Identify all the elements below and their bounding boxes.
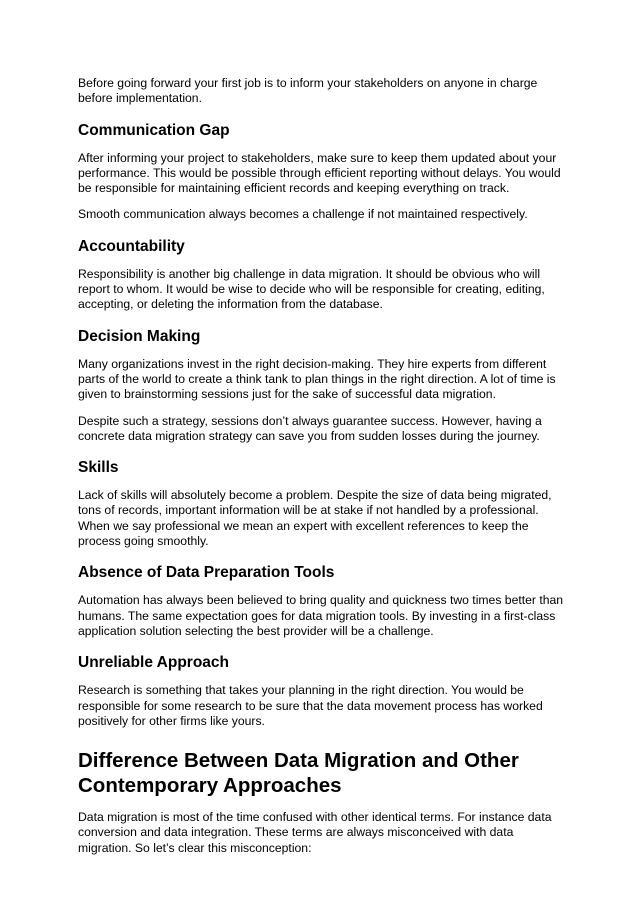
heading-communication-gap: Communication Gap xyxy=(78,121,230,139)
heading-skills: Skills xyxy=(78,459,119,477)
heading-accountability: Accountability xyxy=(78,237,185,255)
skills-paragraph: Lack of skills will absolutely become a problem. Despite the size of data being migrated, tons of records, important information will be at stake if not handled by a professional. When we say professional we mean an expert with excellent references to keep the process going smoothly. xyxy=(78,488,552,549)
intro-paragraph: Before going forward your first job is to inform your stakeholders on anyone in charge before implementation. xyxy=(78,76,538,106)
heading-difference: Difference Between Data Migration and Other Contemporary Approaches xyxy=(78,749,519,798)
heading-unreliable-approach: Unreliable Approach xyxy=(78,654,230,672)
accountability-paragraph: Responsibility is another big challenge in data migration. It should be obvious who will report to whom. It would be wise to decide who will be responsible for creating, editing, accepting, or deleting the information from the database. xyxy=(78,266,545,312)
unreliable-paragraph: Research is something that takes your planning in the right direction. You would be responsible for some research to be sure that the data movement process has worked positively for other firms like yours. xyxy=(78,683,543,728)
heading-decision-making: Decision Making xyxy=(78,327,201,345)
difference-paragraph: Data migration is most of the time confused with other identical terms. For instance data conversion and data integration. These terms are always misconceived with data migration. So let’s clear this misconception: xyxy=(78,810,552,855)
heading-data-preparation-tools: Absence of Data Preparation Tools xyxy=(78,564,335,582)
document-page xyxy=(78,76,566,856)
decision-paragraph-1: Many organizations invest in the right decision-making. They hire experts from different parts of the world to create a think tank to plan things in the right direction. A lot of time is given to brainstorming sessions just for the sake of successful data migration. xyxy=(78,356,556,402)
communication-paragraph-1: After informing your project to stakeholders, make sure to keep them updated about your performance. This would be possible through efficient reporting without delays. You would be responsible for maintaining efficient records and keeping everything on track. xyxy=(78,150,561,196)
tools-paragraph: Automation has always been believed to bring quality and quickness two times better than humans. The same expectation goes for data migration tools. By investing in a first-class application solution selecting the best provider will be a challenge. xyxy=(78,593,564,638)
communication-paragraph-2: Smooth communication always becomes a challenge if not maintained respectively. xyxy=(78,207,528,222)
decision-paragraph-2: Despite such a strategy, sessions don’t always guarantee success. However, having a concrete data migration strategy can save you from sudden losses during the journey. xyxy=(78,413,542,443)
